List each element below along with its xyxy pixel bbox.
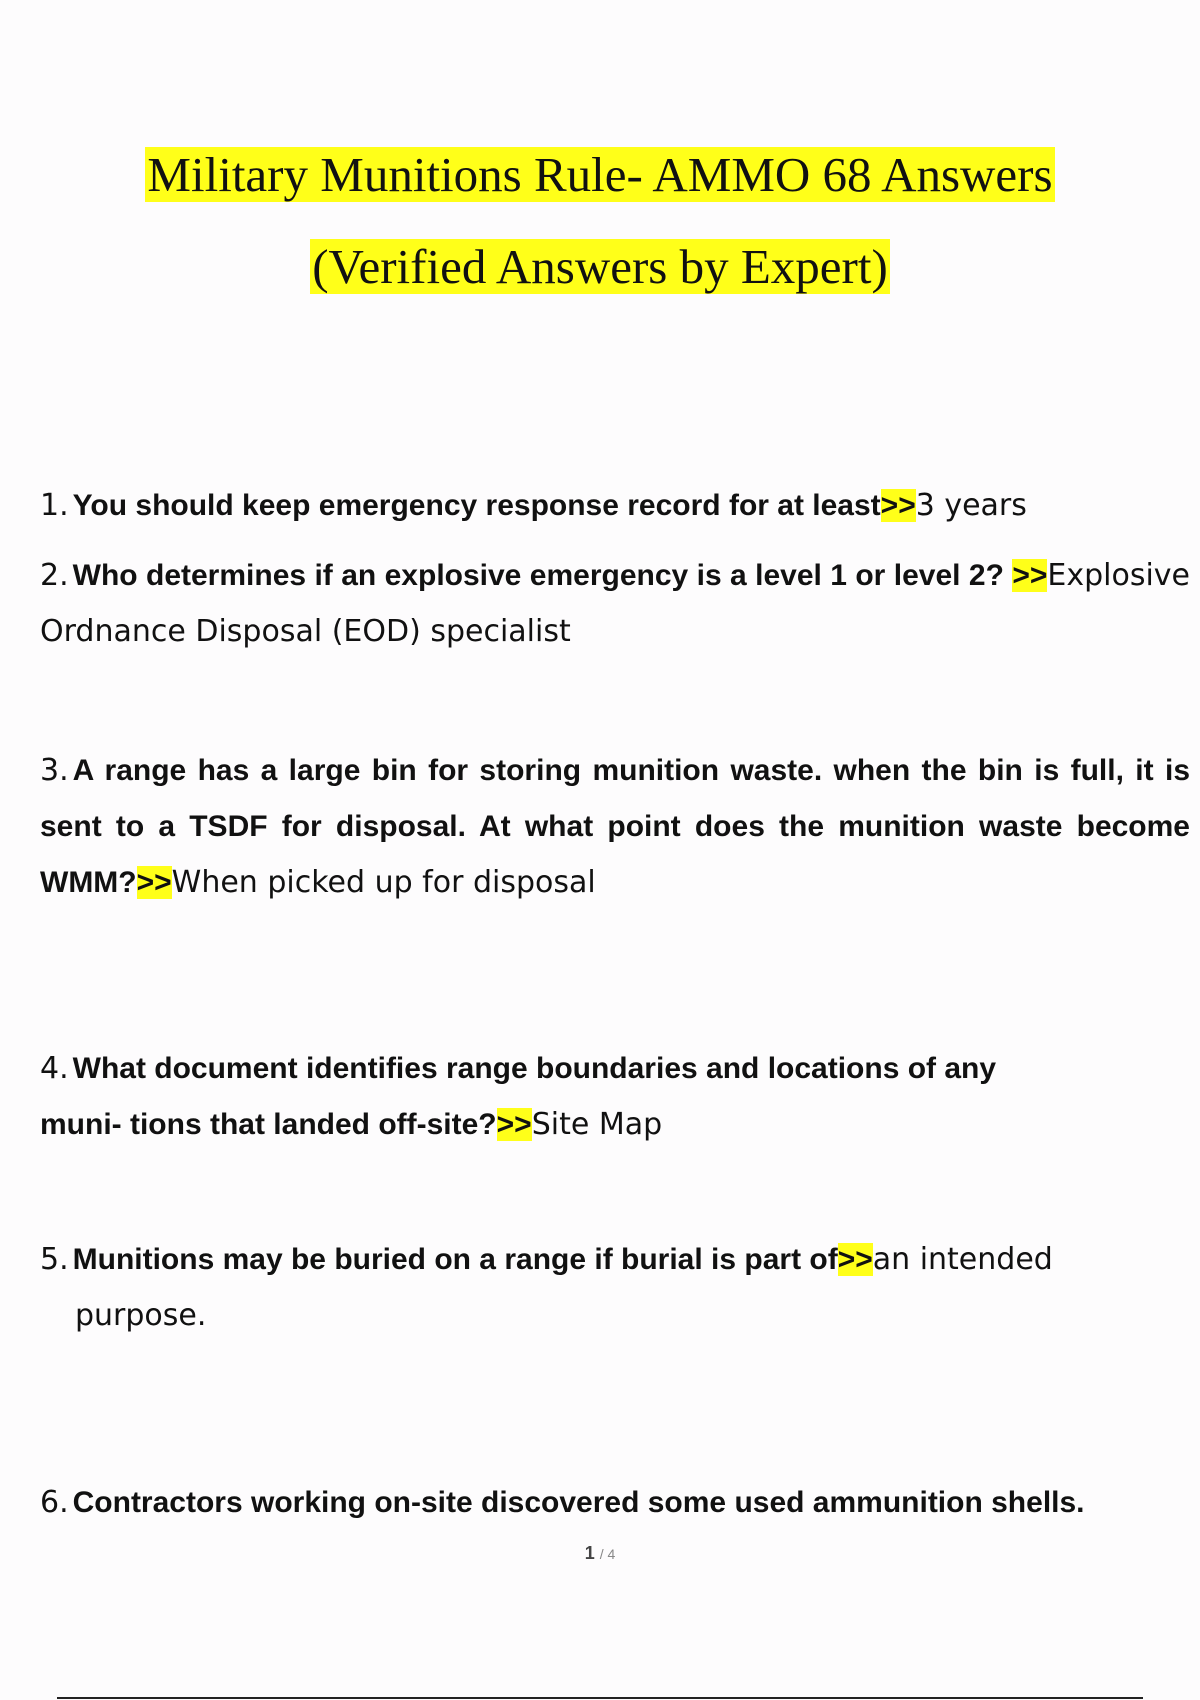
answer-marker: >>: [880, 489, 916, 522]
question-text: Who determines if an explosive emergency is a level 1 or level 2?: [72, 559, 1004, 592]
current-page: 1: [584, 1543, 595, 1563]
page-indicator: [0, 1543, 1200, 1564]
answer-marker: >>: [136, 866, 172, 899]
answer-text: Site Map: [531, 1107, 663, 1142]
question-number: 3.: [40, 753, 69, 788]
answer-text: When picked up for disposal: [171, 865, 596, 900]
question-number: 1.: [40, 488, 69, 523]
document-title-line-2: [0, 238, 1200, 297]
answer-text: Explosive Ordnance Disposal (EOD) specialist: [40, 558, 1190, 649]
answer-marker: >>: [837, 1243, 873, 1276]
question-text: You should keep emergency response record for at least: [72, 489, 881, 522]
question-item-1: [40, 478, 1190, 534]
question-item-3: [40, 743, 1190, 911]
document-title-line-1: [0, 146, 1200, 205]
question-number: 6.: [40, 1485, 69, 1520]
footer-divider: [57, 1697, 1143, 1699]
question-item-2: [40, 548, 1190, 660]
title-line-2-text: (Verified Answers by Expert): [312, 239, 888, 294]
question-number: 2.: [40, 558, 69, 593]
question-text: A range has a large bin for storing munition waste. when the bin is full, it is sent to a TSDF for disposal. At what point does the munition waste become WMM?: [40, 754, 1190, 899]
question-number: 4.: [40, 1051, 69, 1086]
question-item-4: [40, 1041, 1070, 1153]
answer-text: 3 years: [915, 488, 1027, 523]
total-pages: / 4: [599, 1546, 616, 1562]
answer-marker: >>: [496, 1108, 532, 1141]
question-text: Contractors working on-site discovered some used ammunition shells.: [72, 1486, 1085, 1519]
question-item-6: [40, 1475, 1190, 1531]
answer-marker: >>: [1012, 559, 1048, 592]
question-number: 5.: [40, 1242, 69, 1277]
question-text: What document identifies range boundaries and locations of any muni- tions that landed off-site?: [40, 1052, 997, 1141]
answer-text: an intended purpose.: [75, 1242, 1053, 1333]
title-line-1-text: Military Munitions Rule- AMMO 68 Answers: [147, 147, 1053, 202]
question-item-5: [40, 1232, 1185, 1344]
question-text: Munitions may be buried on a range if burial is part of: [72, 1243, 838, 1276]
